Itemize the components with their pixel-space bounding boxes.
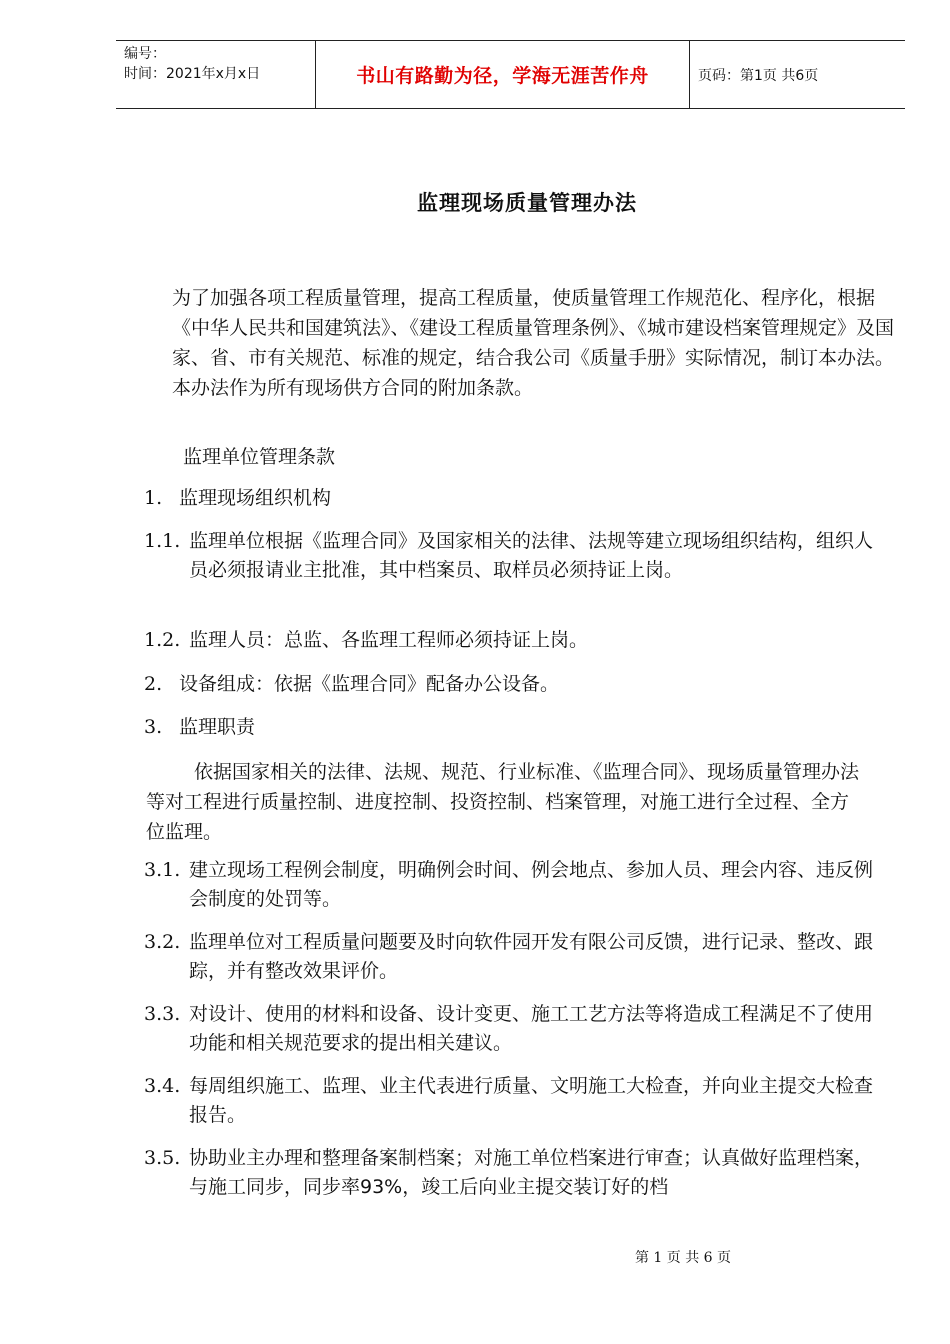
item-text: 对设计、使用的材料和设备、设计变更、施工工艺方法等将造成工程满足不了使用功能和相关规范要求的提出相关建议。 [189,1003,874,1054]
item-number: 3.1. [144,859,181,881]
page-header [116,40,905,109]
document-number-label: 编号： [124,46,166,62]
list-item [144,484,874,513]
header-divider [689,41,690,108]
item-number: 3.3. [144,1003,181,1025]
item-text: 监理人员：总监、各监理工程师必须持证上岗。 [189,629,589,651]
list-item [144,713,874,742]
list-item [144,1072,874,1130]
list-item [144,626,874,655]
item-number: 1. [144,487,163,509]
item-text: 监理单位对工程质量问题要及时向软件园开发有限公司反馈，进行记录、整改、跟踪，并有整改效果评价。 [189,931,874,982]
intro-paragraph: 为了加强各项工程质量管理，提高工程质量，使质量管理工作规范化、程序化，根据《中华人民共和国建筑法》、《建设工程质量管理条例》、《城市建设档案管理规定》及国家、省、市有关规范、标准的规定，结合我公司《质量手册》实际情况，制订本办法。本办法作为所有现场供方合同的附加条款。 [172,287,895,399]
item-number: 3.2. [144,931,181,953]
header-page-info: 页码：第1页 共6页 [698,67,819,84]
item-text: 监理单位根据《监理合同》及国家相关的法律、法规等建立现场组织结构，组织人员必须报请业主批准，其中档案员、取样员必须持证上岗。 [189,530,874,581]
header-meta [124,44,260,84]
item-number: 2. [144,673,163,695]
document-title: 监理现场质量管理办法 [417,191,637,215]
list-item [144,670,874,699]
item-number: 3. [144,716,163,738]
item-text: 监理现场组织机构 [179,487,332,509]
item-text: 建立现场工程例会制度，明确例会时间、例会地点、参加人员、理会内容、违反例会制度的处罚等。 [189,859,874,910]
document-time-label: 时间：2021年x月x日 [124,66,261,82]
list-item [144,1144,874,1202]
item-number: 1.2. [144,629,181,651]
item-number: 1.1. [144,530,181,552]
list-item [144,928,874,986]
list-item [144,856,874,914]
header-motto: 书山有路勤为径，学海无涯苦作舟 [356,65,649,87]
item-text: 设备组成：依据《监理合同》配备办公设备。 [179,673,560,695]
duty-description: 依据国家相关的法律、法规、规范、行业标准、《监理合同》、现场质量管理办法等对工程进行质量控制、进度控制、投资控制、档案管理，对施工进行全过程、全方位监理。 [146,761,860,843]
item-text: 每周组织施工、监理、业主代表进行质量、文明施工大检查，并向业主提交大检查报告。 [189,1075,874,1126]
item-text: 协助业主办理和整理备案制档案；对施工单位档案进行审查；认真做好监理档案，与施工同步，同步率93%，竣工后向业主提交装订好的档 [189,1147,874,1198]
list-item [144,1000,874,1058]
item-number: 3.4. [144,1075,181,1097]
item-text: 监理职责 [179,716,256,738]
page-footer: 第 1 页 共 6 页 [634,1250,732,1266]
section-subheading: 监理单位管理条款 [183,446,336,468]
list-item [144,527,874,585]
item-number: 3.5. [144,1147,181,1169]
